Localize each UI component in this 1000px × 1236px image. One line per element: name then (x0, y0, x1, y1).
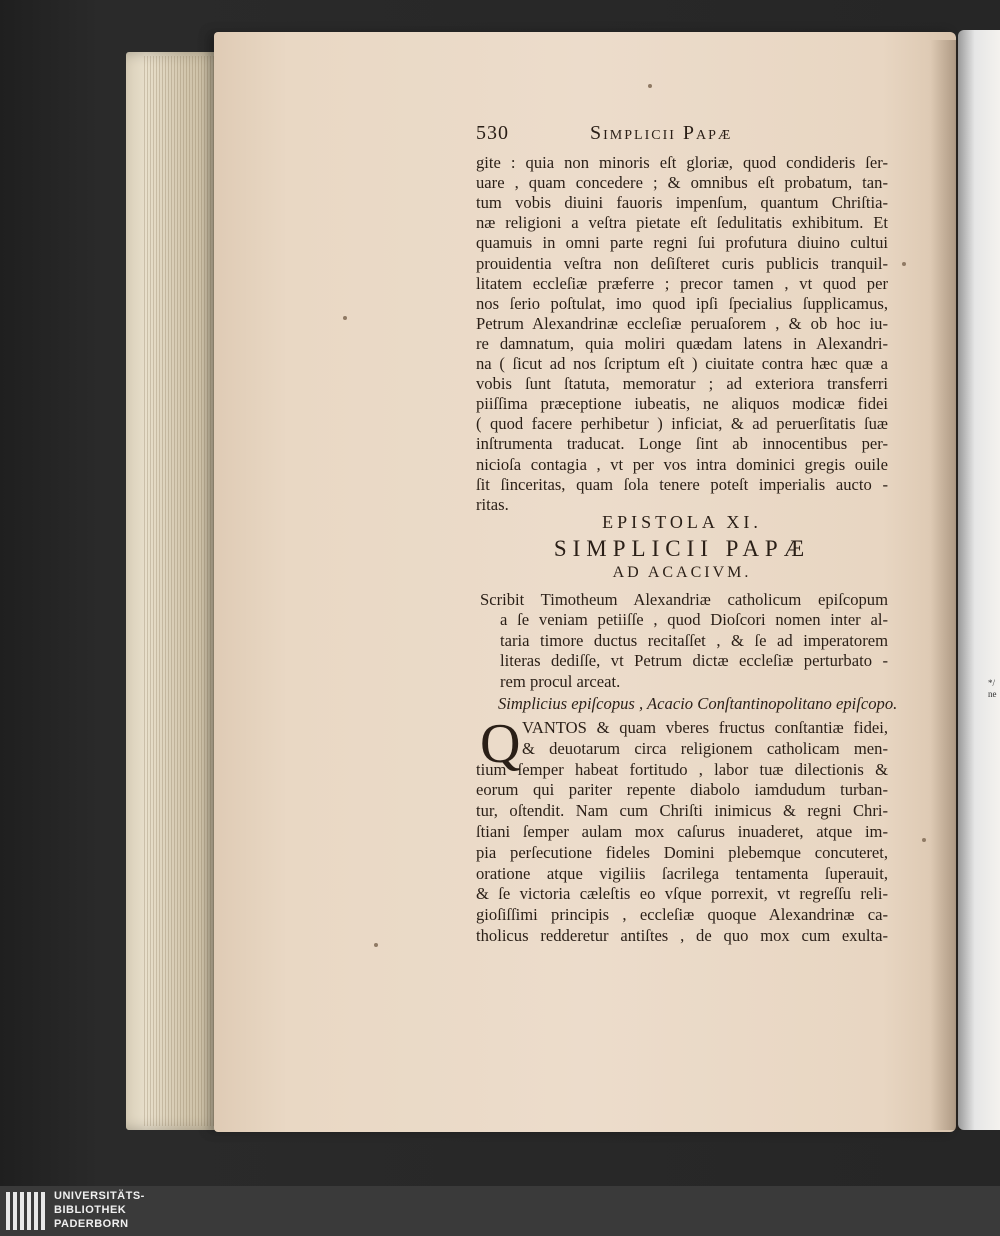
text-line: ſtiani ſemper aulam mox caſurus inuaderet, atque im- (476, 822, 888, 841)
text-line: ( quod facere perhibetur ) inficiat, & ad peruerſitatis ſuæ (476, 414, 888, 434)
text-line: prouidentia veſtra non deſiſteret curis publicis tranquil- (476, 253, 888, 273)
text-line: quamuis in omni parte regni ſui profutura diuino cultui (476, 233, 888, 253)
recipient-heading: AD ACACIVM. (612, 564, 752, 581)
text-line: re damnatum, quia moliri quædam latens in Alexandri- (476, 333, 888, 353)
text-line: inſtrumenta traducat. Longe ſint ab innocentibus per- (476, 434, 888, 454)
summary-line: taria timore ductus recitaſſet , & ſe ad imperatorem (500, 630, 888, 650)
text-line: & deuotarum circa religionem catholicam men- (522, 738, 888, 758)
text-line: oratione atque vigiliis ſacrilega tentamenta ſuperauit, (476, 863, 888, 883)
summary-line: a ſe veniam petiiſſe , quod Dioſcori nomen inter al- (500, 610, 888, 630)
foxing-spot (648, 84, 652, 88)
text-line: pia perſecutione fideles Domini plebemque concuteret, (476, 842, 888, 862)
summary-line: rem procul arceat. (500, 671, 621, 691)
library-footer (0, 1186, 1000, 1236)
text-line: næ religioni a veſtra pietate eſt ſedulitatis exhibitum. Et (476, 213, 888, 233)
text-line: ſit ſinceritas, quam ſola tenere poteſt imperialis aucto - (476, 474, 888, 494)
text-line: vobis ſunt ſtatuta, memoratur ; ad exteriora transferri (476, 374, 888, 394)
foxing-spot (922, 838, 926, 842)
author-heading: SIMPLICII PAPÆ (553, 536, 811, 561)
text-line: Petrum Alexandrinæ eccleſiæ peruaſorem , & ob hoc iu- (476, 313, 888, 333)
text-line: litatem eccleſiæ præferre ; precor tamen , vt quod per (476, 273, 888, 293)
running-head: Simplicii Papæ (590, 122, 733, 144)
text-line: & ſe victoria cæleſtis eo vſque porrexit, vt regreſſu reli- (476, 884, 888, 904)
book-page-edges (126, 52, 226, 1130)
summary-line: Scribit Timotheum Alexandriæ catholicum epiſcopum (480, 590, 888, 609)
foxing-spot (902, 262, 906, 266)
text-line: na ( ſicut ad nos ſcriptum eſt ) ciuitate contra hæc quæ a (476, 354, 888, 373)
foxing-spot (374, 943, 378, 947)
library-name: UNIVERSITÄTS- BIBLIOTHEK PADERBORN (54, 1190, 145, 1230)
text-line: VANTOS & quam vberes fructus conſtantiæ fidei, (522, 718, 888, 737)
drop-cap: Q (480, 713, 521, 775)
epistola-heading: EPISTOLA XI. (602, 512, 762, 532)
text-line: tholicus redderetur antiſtes , de quo mox cum exulta- (476, 926, 888, 945)
text-line: gite : quia non minoris eſt gloriæ, quod condideris ſer- (476, 153, 888, 172)
library-logo-icon (6, 1192, 48, 1230)
text-line: tum vobis diuini fauoris impenſum, quantum Chriſtia- (476, 193, 888, 213)
page-number: 530 (476, 122, 509, 144)
summary-line: literas dediſſe, vt Petrum dictæ eccleſiæ perturbato - (500, 651, 888, 671)
text-line: ritas. (476, 494, 509, 514)
salutation: Simplicius epiſcopus , Acacio Conſtantinopolitano epiſcopo. (498, 694, 898, 713)
text-line: gioſiſſimi principis , eccleſiæ quoque Alexandrinæ ca- (476, 905, 888, 925)
text-line: eorum qui pariter repente diabolo iamdudum turban- (476, 780, 888, 800)
text-line: piiſſima præceptione iubeatis, ne aliquos modicæ fidei (476, 394, 888, 414)
text-line: tur, oſtendit. Nam cum Chriſti inimicus & regni Chri- (476, 801, 888, 821)
text-line: nos ſerio poſtulat, imo quod ipſi ſpecialius ſupplicamus, (476, 293, 888, 313)
foxing-spot (343, 316, 347, 320)
facing-page-edge (958, 30, 1000, 1130)
facing-page-fragment: */ ne (988, 678, 997, 699)
text-line: nicioſa contagia , vt per vos intra dominici gregis ouile (476, 454, 888, 474)
page-header (476, 120, 888, 150)
text-line: tium ſemper habeat fortitudo , labor tuæ dilectionis & (476, 759, 888, 779)
text-line: uare , quam concedere ; & omnibus eſt probatum, tan- (476, 173, 888, 193)
